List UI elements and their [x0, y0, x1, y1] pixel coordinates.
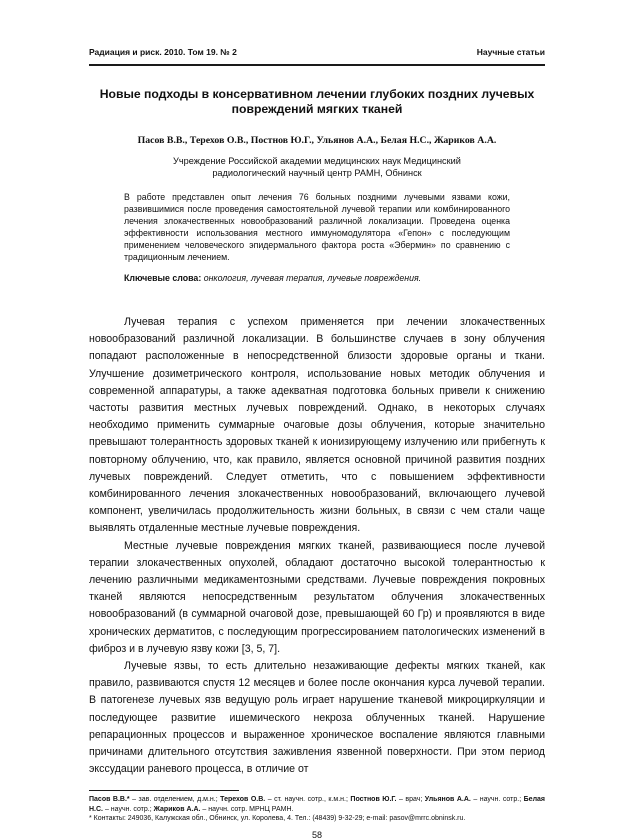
running-head: [89, 47, 545, 66]
journal-reference: Радиация и риск. 2010. Том 19. № 2: [89, 47, 237, 57]
keywords-text: [204, 273, 421, 283]
footnote-contacts: * Контакты: 249036, Калужская обл., Обнинск, ул. Королева, 4. Тел.: (48439) 9-32-29; e-mail: pasov@mrrc.obninsk.ru.: [89, 815, 466, 823]
article-body: [89, 314, 545, 778]
authors-line: Пасов В.В., Терехов О.В., Постнов Ю.Г., Ульянов А.А., Белая Н.С., Жариков А.А.: [137, 135, 497, 146]
article-title: Новые подходы в консервативном лечении глубоких поздних лучевых повреждений мягких тканей: [99, 87, 535, 116]
body-paragraph: Лучевые язвы, то есть длительно незаживающие дефекты мягких тканей, как правило, развиваются спустя 12 месяцев и более после окончания курса лучевой терапии. В патогенезе лучевых язв ведущую роль играет нарушение тканевой микроциркуляции и последующее развитие ишемического некроза облученных тканей. Нарушение репарационных процессов и выраженное хроническое воспаление являются главными причинами длительного отсутствия заживления язвенной поверхности. При этом период экссудации раневого процесса, в отличие от: [89, 660, 545, 776]
body-paragraph: Лучевая терапия с успехом применяется при лечении злокачественных новообразований различной локализации. В большинстве случаев в зону облучения попадают расположенные в непосредственной близости здоровые органы и ткани. Улучшение дозиметрического контроля, использование новых методик облучения и современной аппаратуры, а также адекватная подготовка больных привели к снижению частоты развития местных лучевых повреждений. Однако, в некоторых случаях необходимо применить суммарные очаговые дозы облучения, которые значительно превышают толерантность здоровых тканей к ионизирующему излучению или прибегнуть к повторному облучению, что, как правило, является основной причиной развития поздних лучевых повреждений. Следует отметить, что с повышением эффективности комбинированного лечения злокачественных новообразований, включающего лучевой компонент, увеличилась продолжительность жизни больных, в связи с чем стали чаще выявлять отдаленные местные лучевые повреждения.: [89, 316, 545, 535]
keywords-values: онкология, лучевая терапия, лучевые повреждения.: [203, 273, 422, 283]
keywords-line: [124, 272, 510, 284]
affiliation: Учреждение Российской академии медицинских наук Медицинский радиологический научный центр РАМН, Обнинск: [173, 156, 461, 178]
page-content: [89, 0, 545, 840]
body-paragraph: Местные лучевые повреждения мягких тканей, развивающиеся после лучевой терапии злокачественных опухолей, обладают достаточно высокой толерантностью к лечению различными медикаментозными средствами. Лучевые повреждения покровных тканей являются непосредственным результатом облучения злокачественных новообразований (в суммарной очаговой дозе, превышающей 60 Гр) и проявляются в виде хронических дерматитов, с последующим прогрессированием патологических изменений в фиброз и в лучевую язву кожи [3, 5, 7].: [89, 539, 545, 655]
keywords-label: Ключевые слова:: [124, 273, 202, 283]
footnote-divider: [89, 790, 239, 791]
footnote: [89, 790, 545, 823]
section-label: Научные статьи: [476, 47, 545, 57]
footnote-credits: Пасов В.В.* – зав. отделением, д.м.н.; Терехов О.В. – ст. научн. сотр., к.м.н.; Постнов Ю.Г. – врач; Ульянов А.А. – научн. сотр.; Белая Н.С. – научн. сотр.; Жариков А.А. – научн. сотр. МРНЦ РАМН.: [89, 796, 545, 813]
page-number: 58: [311, 830, 322, 840]
abstract: В работе представлен опыт лечения 76 больных поздними лучевыми язвами кожи, развившимися после проведения самостоятельной лучевой терапии или комбинированного лечения злокачественных новообразований различной локализации. Проведена оценка эффективности использования местного иммуномодулятора «Гепон» с последующим применением человеческого эпидермального фактора роста «Эбермин» по сравнению с традиционным лечением.: [124, 192, 510, 262]
